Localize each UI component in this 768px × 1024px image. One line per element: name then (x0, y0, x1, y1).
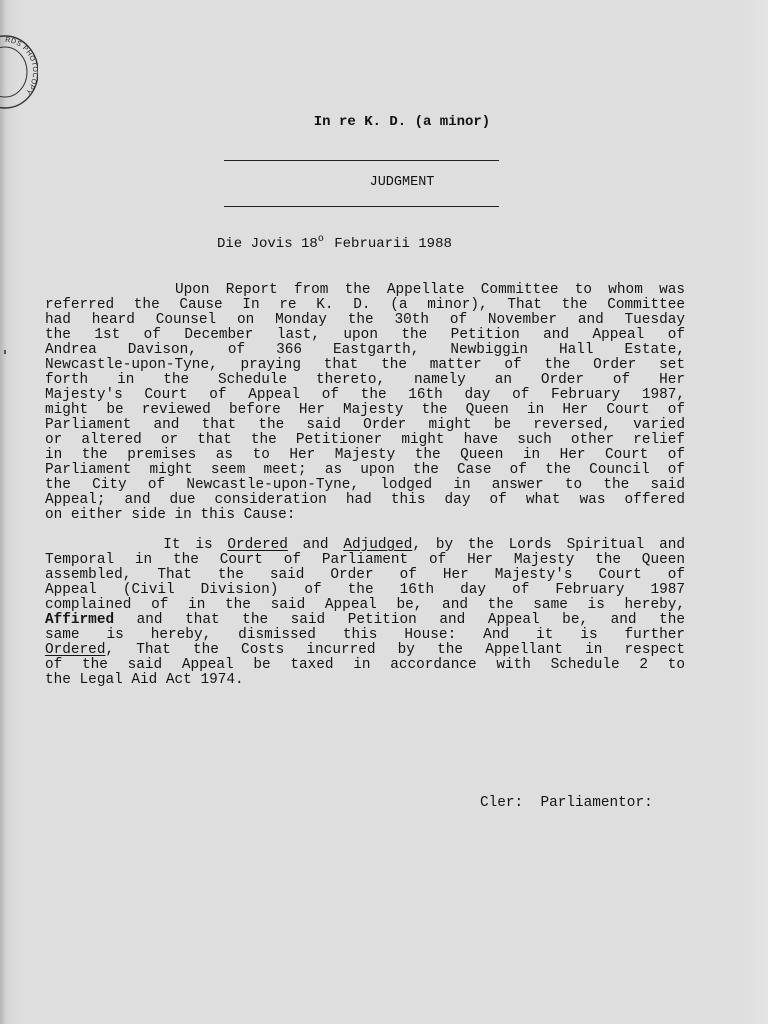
paragraph-line: Parliament and that the said Order might be reversed, varied (45, 417, 685, 433)
paragraph-line: of the said Appeal be taxed in accordance with Schedule 2 to (45, 657, 685, 673)
paragraph-line: Temporal in the Court of Parliament of Her Majesty the Queen (45, 552, 685, 568)
paragraph-line (45, 613, 685, 628)
paragraph-line: Newcastle-upon-Tyne, praying that the matter of the Order set (45, 357, 685, 373)
paragraph-line: on either side in this Cause: (45, 507, 296, 523)
order-paragraph (45, 538, 685, 688)
margin-mark (4, 350, 6, 354)
paragraph-line: Majesty's Court of Appeal of the 16th day of February 1987, (45, 387, 685, 403)
paragraph-line: Appeal; and due consideration had this day of what was offered (45, 492, 685, 508)
title-rule-top (224, 160, 499, 161)
paragraph-line: in the premises as to Her Majesty the Queen in Her Court of (45, 447, 685, 463)
paragraph-line: the Legal Aid Act 1974. (45, 672, 244, 688)
paragraph-line: Appeal (Civil Division) of the 16th day of February 1987 (45, 582, 685, 598)
text-run: It is (45, 537, 228, 553)
date-superscript: o (317, 234, 324, 245)
svg-text:RDS PHOTOCOPY (5, 37, 38, 96)
paragraph-line: the City of Newcastle-upon-Tyne, lodged in answer to the said (45, 477, 685, 493)
paragraph-line: complained of in the said Appeal be, and the same is hereby, (45, 597, 685, 613)
stamp-text: RDS PHOTOCOPY (4, 36, 38, 96)
page-spine-shadow (0, 0, 6, 1024)
judgment-heading: JUDGMENT (369, 175, 435, 190)
text-run: and (287, 537, 344, 553)
paragraph-line: the 1st of December last, upon the Petition and Appeal of (45, 327, 685, 343)
paragraph-line: or altered or that the Petitioner might have such other relief (45, 432, 685, 448)
text-run: and that the said Petition and Appeal be, and the (114, 612, 685, 628)
date-suffix: Februarii 1988 (334, 236, 452, 252)
text-run: , by the Lords Spiritual and (412, 537, 685, 553)
paragraph-line (45, 643, 685, 658)
paragraph-line (45, 538, 685, 553)
paragraph-line: Upon Report from the Appellate Committee to whom was (45, 282, 685, 298)
adjudged-word: Adjudged (343, 537, 413, 553)
paragraph-line: had heard Counsel on Monday the 30th of November and Tuesday (45, 312, 685, 328)
report-paragraph (45, 283, 685, 523)
paragraph-line: referred the Cause In re K. D. (a minor), That the Committee (45, 297, 685, 313)
case-title: In re K. D. (a minor) (313, 114, 491, 130)
title-rule-bottom (224, 206, 499, 207)
paragraph-line: Parliament might seem meet; as upon the Case of the Council of (45, 462, 685, 478)
photocopy-stamp-icon (0, 30, 38, 112)
date-prefix: Die Jovis 18 (217, 236, 318, 252)
affirmed-word: Affirmed (45, 612, 115, 628)
paragraph-line: forth in the Schedule thereto, namely an Order of Her (45, 372, 685, 388)
judgment-date (217, 234, 452, 252)
ordered-word: Ordered (45, 642, 106, 658)
paragraph-line: assembled, That the said Order of Her Majesty's Court of (45, 567, 685, 583)
ordered-word: Ordered (227, 537, 288, 553)
text-run: , That the Costs incurred by the Appellant in respect (105, 642, 685, 658)
paragraph-line: same is hereby, dismissed this House: And it is further (45, 627, 685, 643)
clerk-signature: Cler: Parliamentor: (480, 795, 653, 811)
paragraph-line: Andrea Davison, of 366 Eastgarth, Newbiggin Hall Estate, (45, 342, 685, 358)
paragraph-line: might be reviewed before Her Majesty the Queen in Her Court of (45, 402, 685, 418)
